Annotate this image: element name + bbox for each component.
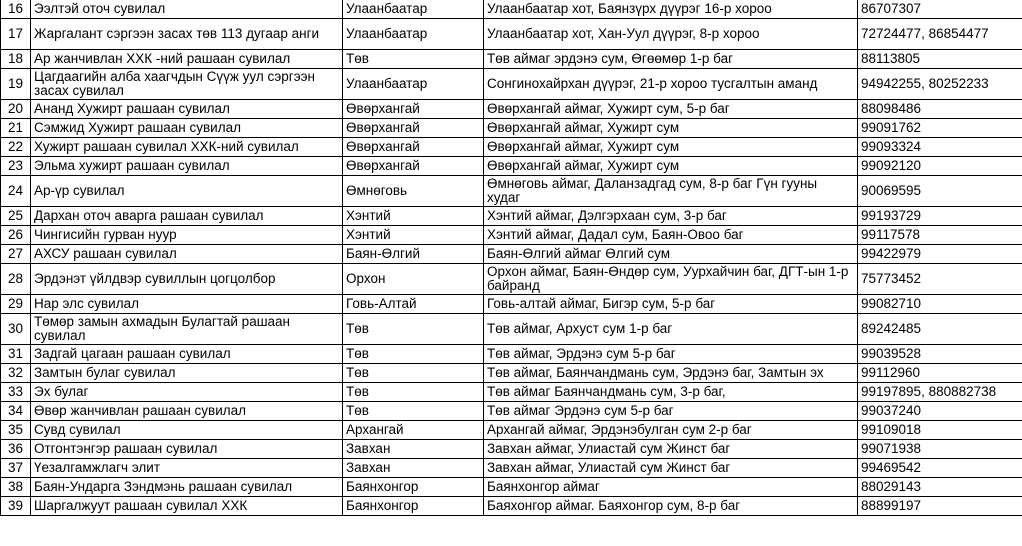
- province: Завхан: [343, 440, 484, 459]
- row-number: 37: [1, 459, 31, 478]
- sanatorium-name: Сэмжид Хужирт рашаан сувилал: [31, 119, 343, 138]
- sanatorium-name: Дархан оточ аварга рашаан сувилал: [31, 207, 343, 226]
- table-row: [1, 383, 1022, 402]
- row-number: 33: [1, 383, 31, 402]
- table-row: [1, 50, 1022, 69]
- row-number: 38: [1, 478, 31, 497]
- sanatorium-name: Ар-үр сувилал: [31, 176, 343, 207]
- table-row: [1, 69, 1022, 100]
- address: Төв аймаг, Архуст сум 1-р баг: [484, 314, 858, 345]
- province: Өмнөговь: [343, 176, 484, 207]
- row-number: 17: [1, 19, 31, 50]
- phone: 99082710: [858, 295, 1022, 314]
- sanatorium-name: Отгонтэнгэр рашаан сувилал: [31, 440, 343, 459]
- sanatorium-name: Чингисийн гурван нуур: [31, 226, 343, 245]
- sanatorium-name: Баян-Ундарга Зэндмэнь рашаан сувилал: [31, 478, 343, 497]
- row-number: 25: [1, 207, 31, 226]
- phone: 88098486: [858, 100, 1022, 119]
- phone: 99197895, 880882738: [858, 383, 1022, 402]
- address: Төв аймаг, Баянчандмань сум, Эрдэнэ баг, Замтын эх: [484, 364, 858, 383]
- province: Өвөрхангай: [343, 138, 484, 157]
- address: Орхон аймаг, Баян-Өндөр сум, Уурхайчин баг, ДГТ-ын 1-р байранд: [484, 264, 858, 295]
- sanatorium-name: Ананд Хужирт рашаан сувилал: [31, 100, 343, 119]
- sanatorium-name: Төмөр замын ахмадын Булагтай рашаан сувилал: [31, 314, 343, 345]
- address: Баян-Өлгий аймаг Өлгий сум: [484, 245, 858, 264]
- phone: 88899197: [858, 497, 1022, 516]
- province: Төв: [343, 314, 484, 345]
- table-row: [1, 478, 1022, 497]
- table-row: [1, 119, 1022, 138]
- phone: 99112960: [858, 364, 1022, 383]
- row-number: 31: [1, 345, 31, 364]
- sanatorium-name: Жаргалант сэргээн засах төв 113 дугаар анги: [31, 19, 343, 50]
- phone: 72724477, 86854477: [858, 19, 1022, 50]
- phone: 90069595: [858, 176, 1022, 207]
- table-row: [1, 100, 1022, 119]
- province: Өвөрхангай: [343, 100, 484, 119]
- sanatorium-name: Өвөр жанчивлан рашаан сувилал: [31, 402, 343, 421]
- phone: 99469542: [858, 459, 1022, 478]
- province: Архангай: [343, 421, 484, 440]
- table-row: [1, 0, 1022, 19]
- province: Баян-Өлгий: [343, 245, 484, 264]
- phone: 89242485: [858, 314, 1022, 345]
- row-number: 26: [1, 226, 31, 245]
- phone: 99193729: [858, 207, 1022, 226]
- sanatorium-name: АХСУ рашаан сувилал: [31, 245, 343, 264]
- sanatorium-name: Ар жанчивлан ХХК -ний рашаан сувилал: [31, 50, 343, 69]
- province: Хэнтий: [343, 226, 484, 245]
- address: Хэнтий аймаг, Дадал сум, Баян-Овоо баг: [484, 226, 858, 245]
- sanatorium-name: Шаргалжуут рашаан сувилал ХХК: [31, 497, 343, 516]
- address: Улаанбаатар хот, Баянзүрх дүүрэг 16-р хороо: [484, 0, 858, 19]
- address: Өвөрхангай аймаг, Хужирт сум: [484, 138, 858, 157]
- sanatorium-name: Задгай цагаан рашаан сувилал: [31, 345, 343, 364]
- address: Завхан аймаг, Улиастай сум Жинст баг: [484, 440, 858, 459]
- row-number: 35: [1, 421, 31, 440]
- address: Төв аймаг эрдэнэ сум, Өгөөмөр 1-р баг: [484, 50, 858, 69]
- row-number: 20: [1, 100, 31, 119]
- province: Төв: [343, 402, 484, 421]
- row-number: 28: [1, 264, 31, 295]
- row-number: 36: [1, 440, 31, 459]
- address: Архангай аймаг, Эрдэнэбулган сум 2-р баг: [484, 421, 858, 440]
- address: Өмнөговь аймаг, Даланзадгад сум, 8-р баг Гүн гууны худаг: [484, 176, 858, 207]
- phone: 88029143: [858, 478, 1022, 497]
- phone: 99109018: [858, 421, 1022, 440]
- table-row: [1, 226, 1022, 245]
- table-row: [1, 314, 1022, 345]
- table-row: [1, 138, 1022, 157]
- table-row: [1, 157, 1022, 176]
- province: Улаанбаатар: [343, 19, 484, 50]
- row-number: 32: [1, 364, 31, 383]
- sanatorium-name: Эх булаг: [31, 383, 343, 402]
- province: Говь-Алтай: [343, 295, 484, 314]
- address: Хэнтий аймаг, Дэлгэрхаан сум, 3-р баг: [484, 207, 858, 226]
- row-number: 19: [1, 69, 31, 100]
- table-row: [1, 421, 1022, 440]
- province: Орхон: [343, 264, 484, 295]
- province: Төв: [343, 50, 484, 69]
- phone: 99071938: [858, 440, 1022, 459]
- address: Өвөрхангай аймаг, Хужирт сум, 5-р баг: [484, 100, 858, 119]
- table-row: [1, 402, 1022, 421]
- row-number: 30: [1, 314, 31, 345]
- table-row: [1, 207, 1022, 226]
- row-number: 39: [1, 497, 31, 516]
- province: Баянхонгор: [343, 478, 484, 497]
- table-row: [1, 19, 1022, 50]
- row-number: 21: [1, 119, 31, 138]
- table-row: [1, 295, 1022, 314]
- sanatorium-name: Үезалгамжлагч элит: [31, 459, 343, 478]
- sanatorium-name: Эльма хужирт рашаан сувилал: [31, 157, 343, 176]
- address: Төв аймаг Баянчандмань сум, 3-р баг,: [484, 383, 858, 402]
- phone: 99037240: [858, 402, 1022, 421]
- table-row: [1, 497, 1022, 516]
- table-row: [1, 176, 1022, 207]
- sanatorium-name: Ээлтэй оточ сувилал: [31, 0, 343, 19]
- table-row: [1, 345, 1022, 364]
- table-row: [1, 245, 1022, 264]
- province: Улаанбаатар: [343, 69, 484, 100]
- address: Төв аймаг, Эрдэнэ сум 5-р баг: [484, 345, 858, 364]
- address: Баяхонгор аймаг. Баяхонгор сум, 8-р баг: [484, 497, 858, 516]
- phone: 75773452: [858, 264, 1022, 295]
- phone: 86707307: [858, 0, 1022, 19]
- phone: 99092120: [858, 157, 1022, 176]
- row-number: 24: [1, 176, 31, 207]
- phone: 88113805: [858, 50, 1022, 69]
- province: Өвөрхангай: [343, 119, 484, 138]
- province: Улаанбаатар: [343, 0, 484, 19]
- sanatorium-name: Хужирт рашаан сувилал ХХК-ний сувилал: [31, 138, 343, 157]
- sanatorium-name: Сувд сувилал: [31, 421, 343, 440]
- address: Улаанбаатар хот, Хан-Уул дүүрэг, 8-р хороо: [484, 19, 858, 50]
- row-number: 34: [1, 402, 31, 421]
- province: Төв: [343, 383, 484, 402]
- row-number: 22: [1, 138, 31, 157]
- phone: 99093324: [858, 138, 1022, 157]
- row-number: 23: [1, 157, 31, 176]
- province: Хэнтий: [343, 207, 484, 226]
- province: Төв: [343, 364, 484, 383]
- table-row: [1, 440, 1022, 459]
- phone: 99117578: [858, 226, 1022, 245]
- address: Өвөрхангай аймаг, Хужирт сум: [484, 157, 858, 176]
- table-row: [1, 264, 1022, 295]
- province: Завхан: [343, 459, 484, 478]
- phone: 99422979: [858, 245, 1022, 264]
- address: Баянхонгор аймаг: [484, 478, 858, 497]
- sanatorium-name: Нар элс сувилал: [31, 295, 343, 314]
- phone: 94942255, 80252233: [858, 69, 1022, 100]
- row-number: 29: [1, 295, 31, 314]
- address: Завхан аймаг, Улиастай сум Жинст баг: [484, 459, 858, 478]
- province: Төв: [343, 345, 484, 364]
- address: Сонгинохайрхан дүүрэг, 21-р хороо тусгалтын аманд: [484, 69, 858, 100]
- table-row: [1, 364, 1022, 383]
- row-number: 18: [1, 50, 31, 69]
- address: Говь-алтай аймаг, Бигэр сум, 5-р баг: [484, 295, 858, 314]
- sanatorium-name: Замтын булаг сувилал: [31, 364, 343, 383]
- province: Баянхонгор: [343, 497, 484, 516]
- row-number: 16: [1, 0, 31, 19]
- address: Өвөрхангай аймаг, Хужирт сум: [484, 119, 858, 138]
- phone: 99039528: [858, 345, 1022, 364]
- phone: 99091762: [858, 119, 1022, 138]
- table-row: [1, 459, 1022, 478]
- address: Төв аймаг Эрдэнэ сум 5-р баг: [484, 402, 858, 421]
- row-number: 27: [1, 245, 31, 264]
- sanatorium-name: Цагдаагийн алба хаагчдын Сүүж уул сэргээн засах сувилал: [31, 69, 343, 100]
- sanatorium-name: Эрдэнэт үйлдвэр сувиллын цогцолбор: [31, 264, 343, 295]
- province: Өвөрхангай: [343, 157, 484, 176]
